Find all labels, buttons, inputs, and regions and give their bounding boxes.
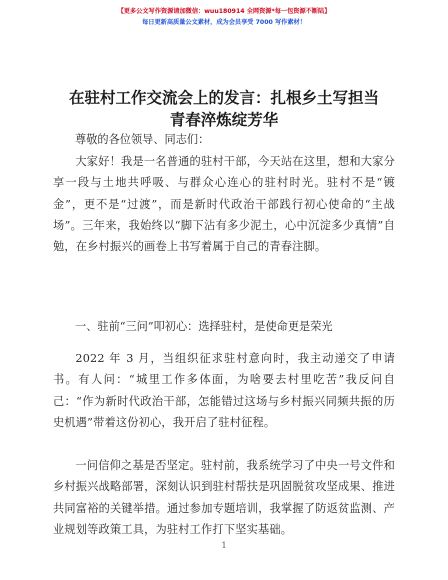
body-paragraph-2: 2022 年 3 月，当组织征求驻村意向时，我主动递交了申请书。有人问：“城里工作多体面，为啥要去村里吃苦”我反问自己：“作为新时代政治干部，怎能错过这场与乡村振兴同频共振的历史机遇”带着这份初心，我开启了驻村征程。 xyxy=(53,352,395,429)
promo-banner-line-2: 每日更新高质量公文素材，成为会员享受 7000 写作素材！ xyxy=(142,19,306,26)
promo-banner-line-1: 【更多公文写作资源请加微信：wuu180914 全网资源*每一包资源不断陆】 xyxy=(117,8,331,15)
document-title-line-2: 青春淬炼绽芳华 xyxy=(169,111,279,129)
body-paragraph-1: 大家好！我是一名普通的驻村干部，今天站在这里，想和大家分享一段与土地共呼吸、与群众心连心的驻村时光。驻村不是“镀金”，更不是“过渡”，而是新时代政治干部践行初心使命的“主战场”。三年来，我始终以“脚下沾有多少泥土，心中沉淀多少真情”自勉，在乡村振兴的画卷上书写着属于自己的青春注脚。 xyxy=(53,155,395,254)
section-heading-1: 一、驻前“三问”叩初心：选择驻村，是使命更是荣光 xyxy=(75,320,333,333)
document-title-line-1: 在驻村工作交流会上的发言：扎根乡土写担当 xyxy=(68,89,379,107)
body-paragraph-3: 一问信仰之基是否坚定。驻村前，我系统学习了中央一号文件和乡村振兴战略部署，深刻认识到驻村帮扶是巩固脱贫攻坚成果、推进共同富裕的关键举措。通过参加专题培训，我掌握了防返贫监测、产业规划等政策工具，为驻村工作打下坚实基础。 xyxy=(53,459,395,536)
page-number: 1 xyxy=(221,541,227,550)
salutation: 尊敬的各位领导、同志们： xyxy=(75,133,210,146)
